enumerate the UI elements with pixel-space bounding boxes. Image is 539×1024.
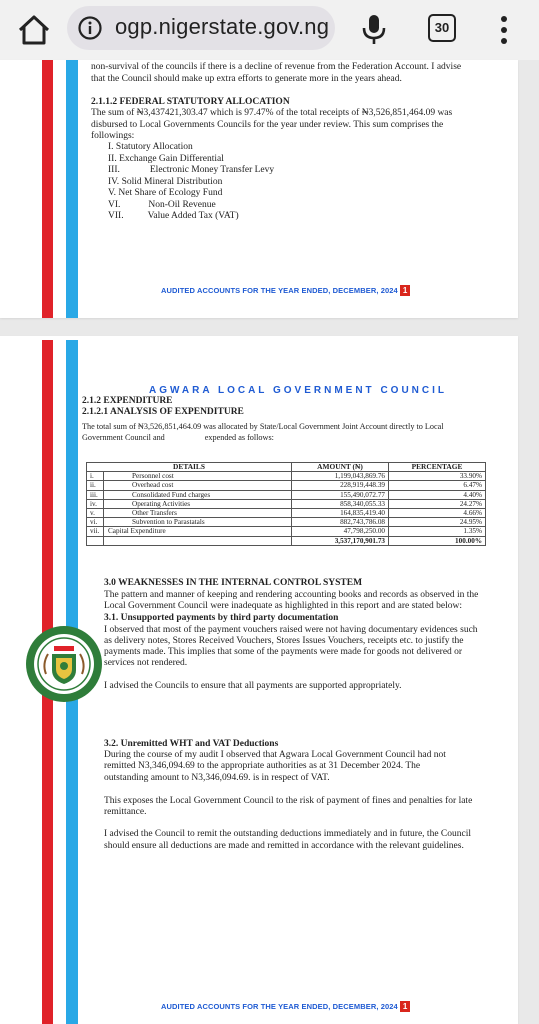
section-heading: 3.0 WEAKNESSES IN THE INTERNAL CONTROL SYSTEM xyxy=(104,578,363,588)
paragraph-line: as delivery notes, Stores Received Vouchers, Stores Issues Vouchers, receipts etc. to justify the xyxy=(104,636,464,646)
table-row: ii. Overhead cost 228,919,448.39 6.47% xyxy=(87,481,486,490)
section-heading: 2.1.2.1 ANALYSIS OF EXPENDITURE xyxy=(82,407,244,417)
list-item: II. Exchange Gain Differential xyxy=(108,154,224,164)
site-info-icon[interactable] xyxy=(77,15,103,41)
list-item: V. Net Share of Ecology Fund xyxy=(108,188,223,198)
column-header: PERCENTAGE xyxy=(389,463,486,472)
column-header: AMOUNT (₦) xyxy=(292,463,389,472)
paragraph-line: remittance. xyxy=(104,807,147,817)
section-heading: 3.1. Unsupported payments by third party documentation xyxy=(104,613,339,623)
microphone-icon[interactable] xyxy=(360,13,388,47)
expenditure-table xyxy=(86,462,486,546)
paragraph-line: disbursed to Local Governments Councils for the year under review. This sum comprises the xyxy=(91,120,444,130)
paragraph-line: During the course of my audit I observed that Agwara Local Government Council had not xyxy=(104,750,446,760)
paragraph-line: The sum of ₦3,437421,303.47 which is 97.47% of the total receipts of ₦3,526,851,464.09 was xyxy=(91,108,453,118)
page-footer: AUDITED ACCOUNTS FOR THE YEAR ENDED, DECEMBER, 2024 1 xyxy=(161,1001,410,1012)
url-text: ogp.nigerstate.gov.ng xyxy=(115,14,330,39)
list-item: VII. Value Added Tax (VAT) xyxy=(108,211,239,221)
paragraph-line: I advised the Councils to ensure that all payments are supported appropriately. xyxy=(104,681,402,691)
page-number: 1 xyxy=(400,285,411,296)
red-stripe xyxy=(42,60,53,318)
table-row: i. Personnel cost 1,199,043,869.76 33.90% xyxy=(87,472,486,481)
paragraph-line: Local Government Council were inadequate as highlighted in this report and are stated below: xyxy=(104,601,462,611)
section-heading: 3.2. Unremitted WHT and VAT Deductions xyxy=(104,739,279,749)
browser-toolbar xyxy=(0,0,539,60)
paragraph-line: The total sum of ₦3,526,851,464.09 was allocated by State/Local Government Joint Account directly to Local xyxy=(82,422,444,431)
paragraph-line: outstanding amount to N3,346,094.69. is in respect of VAT. xyxy=(104,773,330,783)
document-page-1 xyxy=(0,60,518,318)
table-header-row xyxy=(87,463,486,472)
total-amount: 3,537,170,901.73 xyxy=(292,536,389,545)
table-row: v. Other Transfers 164,835,419.40 4.66% xyxy=(87,509,486,518)
paragraph-line: should ensure all deductions are made and remitted in accordance with the relevant guidelines. xyxy=(104,841,464,851)
tab-count: 30 xyxy=(434,20,450,35)
tab-switcher-button[interactable] xyxy=(428,14,456,42)
council-title: AGWARA LOCAL GOVERNMENT COUNCIL xyxy=(149,385,447,396)
paragraph-line: I observed that most of the payment vouchers raised were not having documentary evidences such xyxy=(104,625,478,635)
council-seal-icon xyxy=(24,624,104,704)
list-item: IV. Solid Mineral Distribution xyxy=(108,177,223,187)
section-heading: 2.1.2 EXPENDITURE xyxy=(82,396,173,406)
paragraph-line: remitted N3,346,094.69 to the appropriate authorities as at 31 December 2024. The xyxy=(104,761,421,771)
table-row: iv. Operating Activities 858,340,055.33 24.27% xyxy=(87,499,486,508)
home-icon[interactable] xyxy=(16,12,52,48)
list-item: VI. Non-Oil Revenue xyxy=(108,200,216,210)
table-total-row xyxy=(87,536,486,545)
blue-stripe xyxy=(66,60,78,318)
more-menu-icon[interactable] xyxy=(500,14,508,46)
column-header: DETAILS xyxy=(87,463,292,472)
intro-line: that the Council should make up extra efforts to generate more in the years ahead. xyxy=(91,74,402,84)
page-number: 1 xyxy=(400,1001,411,1012)
section-heading: 2.1.1.2 FEDERAL STATUTORY ALLOCATION xyxy=(91,97,290,107)
table-row: iii. Consolidated Fund charges 155,490,072.77 4.40% xyxy=(87,490,486,499)
paragraph-line: Government Council and expended as follows: xyxy=(82,433,274,442)
paragraph-line: payments made. This implies that some of the payments were made for goods not delivered or xyxy=(104,647,463,657)
table-row: vi. Subvention to Parastatals 882,743,786.08 24.95% xyxy=(87,518,486,527)
total-percentage: 100.00% xyxy=(389,536,486,545)
document-page-2 xyxy=(0,336,518,1024)
table-row: vii. Capital Expenditure 47,798,250.00 1.35% xyxy=(87,527,486,536)
paragraph-line: I advised the Council to remit the outstanding deductions immediately and in future, the Council xyxy=(104,829,471,839)
list-item: I. Statutory Allocation xyxy=(108,142,193,152)
intro-line: non-survival of the councils if there is a decline of revenue from the Federation Account. I advise xyxy=(91,62,462,72)
paragraph-line: The pattern and manner of keeping and rendering accounting books and records as observed in the xyxy=(104,590,479,600)
list-item: III. Electronic Money Transfer Levy xyxy=(108,165,275,175)
paragraph-line: followings: xyxy=(91,131,135,141)
page-footer: AUDITED ACCOUNTS FOR THE YEAR ENDED, DECEMBER, 2024 1 xyxy=(161,285,410,296)
address-bar[interactable] xyxy=(67,6,335,50)
paragraph-line: services not rendered. xyxy=(104,658,188,668)
paragraph-line: This exposes the Local Government Council to the risk of payment of fines and penalties for late xyxy=(104,796,473,806)
